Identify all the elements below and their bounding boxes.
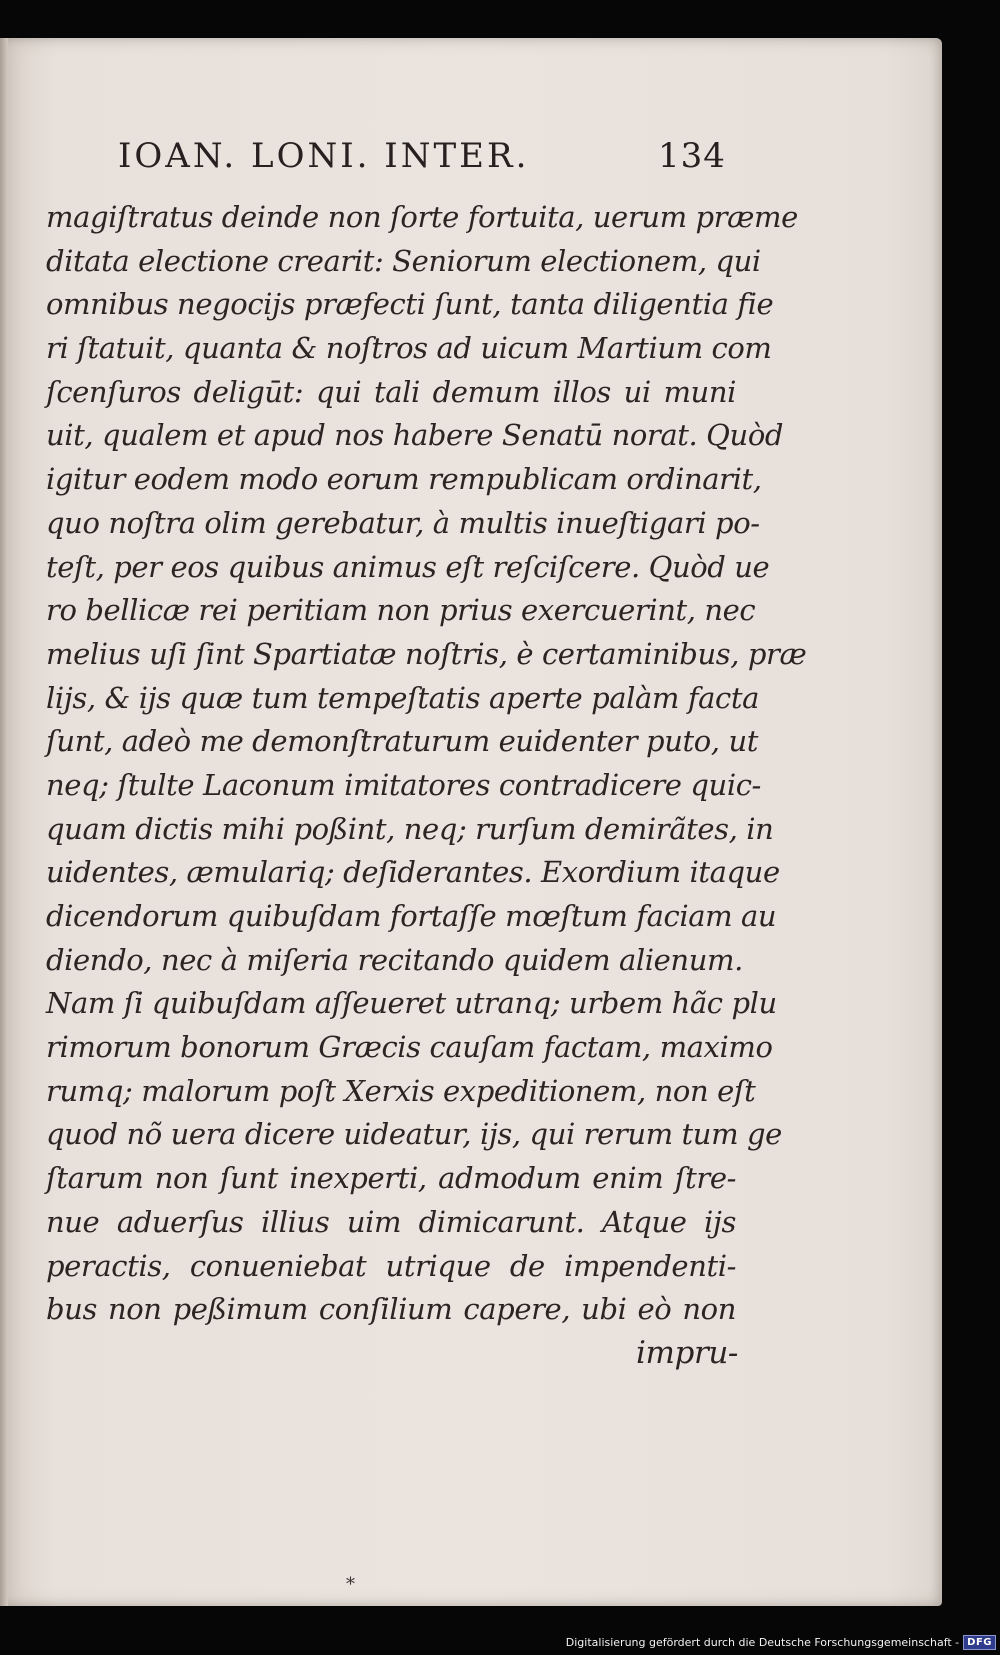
- text-line: ſcenſuros deligūt: qui tali demum illos ui muni: [46, 374, 736, 409]
- text-line: nue aduerſus illius uim dimicarunt. Atque ijs: [46, 1204, 736, 1239]
- text-line: igitur eodem modo eorum rempublicam ordinarit,: [46, 462, 762, 497]
- text-line: uidentes, æmulariq; deſiderantes. Exordium itaque: [46, 855, 780, 890]
- text-line: teſt, per eos quibus animus eſt reſciſcere. Quòd ue: [46, 549, 770, 584]
- text-line: quam dictis mihi poßint, neq; rurſum demirãtes, in: [46, 811, 774, 846]
- text-line: rumq; malorum poſt Xerxis expeditionem, non eſt: [46, 1073, 756, 1108]
- text-line: uit, qualem et apud nos habere Senatū norat. Quòd: [46, 418, 784, 453]
- text-line: rimorum bonorum Græcis cauſam factam, maximo: [46, 1030, 773, 1065]
- text-line: melius uſi ſint Spartiatæ noſtris, è certaminibus, præ: [46, 636, 807, 671]
- text-line: peractis, conueniebat utrique de impendenti-: [46, 1248, 736, 1283]
- page-number: 134: [658, 136, 726, 176]
- text-line: diendo, nec à miſeria recitando quidem alienum.: [46, 942, 743, 977]
- text-line: quo noſtra olim gerebatur, à multis inueſtigari po-: [46, 505, 760, 540]
- text-line: quod nõ uera dicere uideatur, ijs, qui rerum tum ge: [46, 1117, 782, 1152]
- dfg-logo[interactable]: DFG: [963, 1635, 996, 1650]
- text-line: ri ſtatuit, quanta & noſtros ad uicum Martium com: [46, 331, 772, 366]
- running-head: [118, 136, 726, 186]
- digitization-credit: [566, 1632, 996, 1652]
- running-head-title: IOAN. LONI. INTER.: [118, 136, 530, 176]
- signature-mark: *: [346, 1574, 355, 1595]
- text-line: bus non peßimum conſilium capere, ubi eò non: [46, 1292, 736, 1327]
- text-line: ditata electione crearit: Seniorum electionem, qui: [46, 243, 761, 278]
- text-line: neq; ſtulte Laconum imitatores contradicere quic-: [46, 767, 761, 802]
- text-line: dicendorum quibuſdam fortaſſe mœſtum faciam au: [46, 899, 777, 933]
- catchword: impru-: [635, 1334, 738, 1371]
- credit-text: Digitalisierung gefördert durch die Deutsche Forschungsgemeinschaft -: [565, 1635, 960, 1649]
- body-text: [46, 196, 807, 1376]
- text-line: ro bellicæ rei peritiam non prius exercuerint, nec: [46, 593, 756, 628]
- text-line: ſtarum non ſunt inexperti, admodum enim ſtre-: [46, 1161, 736, 1196]
- text-line: lijs, & ijs quæ tum tempeſtatis aperte palàm facta: [46, 680, 760, 715]
- text-line: ſunt, adeò me demonſtraturum euidenter puto, ut: [46, 724, 758, 759]
- text-line: Nam ſi quibuſdam aſſeueret utranq; urbem hãc plu: [46, 986, 777, 1021]
- text-line: magiſtratus deinde non ſorte fortuita, uerum præme: [46, 200, 798, 234]
- page-gutter-edge: [0, 38, 8, 1606]
- text-line: omnibus negocijs præfecti ſunt, tanta diligentia fie: [46, 287, 774, 322]
